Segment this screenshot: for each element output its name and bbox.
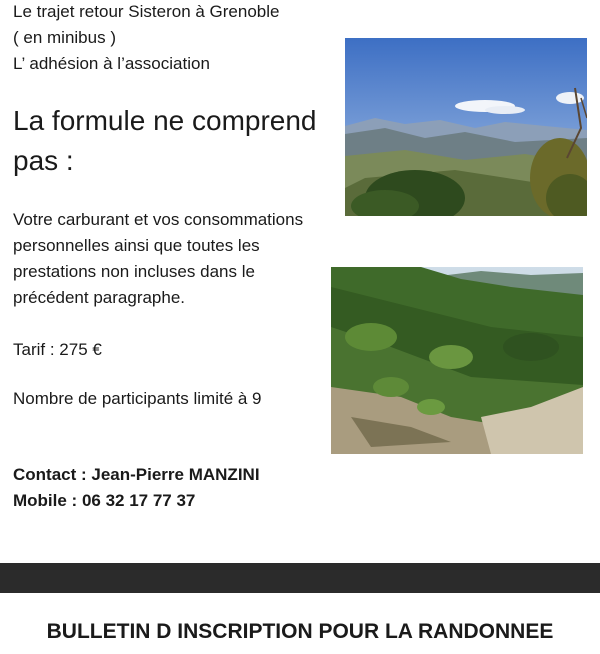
contact-mobile: Mobile : 06 32 17 77 37 [13,491,196,510]
registration-form-title: BULLETIN D INSCRIPTION POUR LA RANDONNEE [46,620,554,643]
included-item-return-trip: Le trajet retour Sisteron à Grenoble [13,2,280,21]
footer-band [0,563,600,593]
contact-name: Contact : Jean-Pierre MANZINI [13,465,260,484]
exclusions-body-line: personnelles ainsi que toutes les [13,236,260,255]
exclusions-body-line: Votre carburant et vos consommations [13,210,304,229]
included-item-minibus: ( en minibus ) [13,28,116,47]
exclusions-body-line: prestations non incluses dans le [13,262,255,281]
included-item-membership: L’ adhésion à l’association [13,54,210,73]
exclusions-body-line: précédent paragraphe. [13,288,186,307]
exclusions-heading-line2: pas : [13,145,74,176]
forest-slope-photo [331,267,583,454]
mountain-valley-photo [345,38,587,216]
price: Tarif : 275 € [13,340,102,359]
participants-limit: Nombre de participants limité à 9 [13,389,262,408]
exclusions-heading-line1: La formule ne comprend [13,105,317,136]
